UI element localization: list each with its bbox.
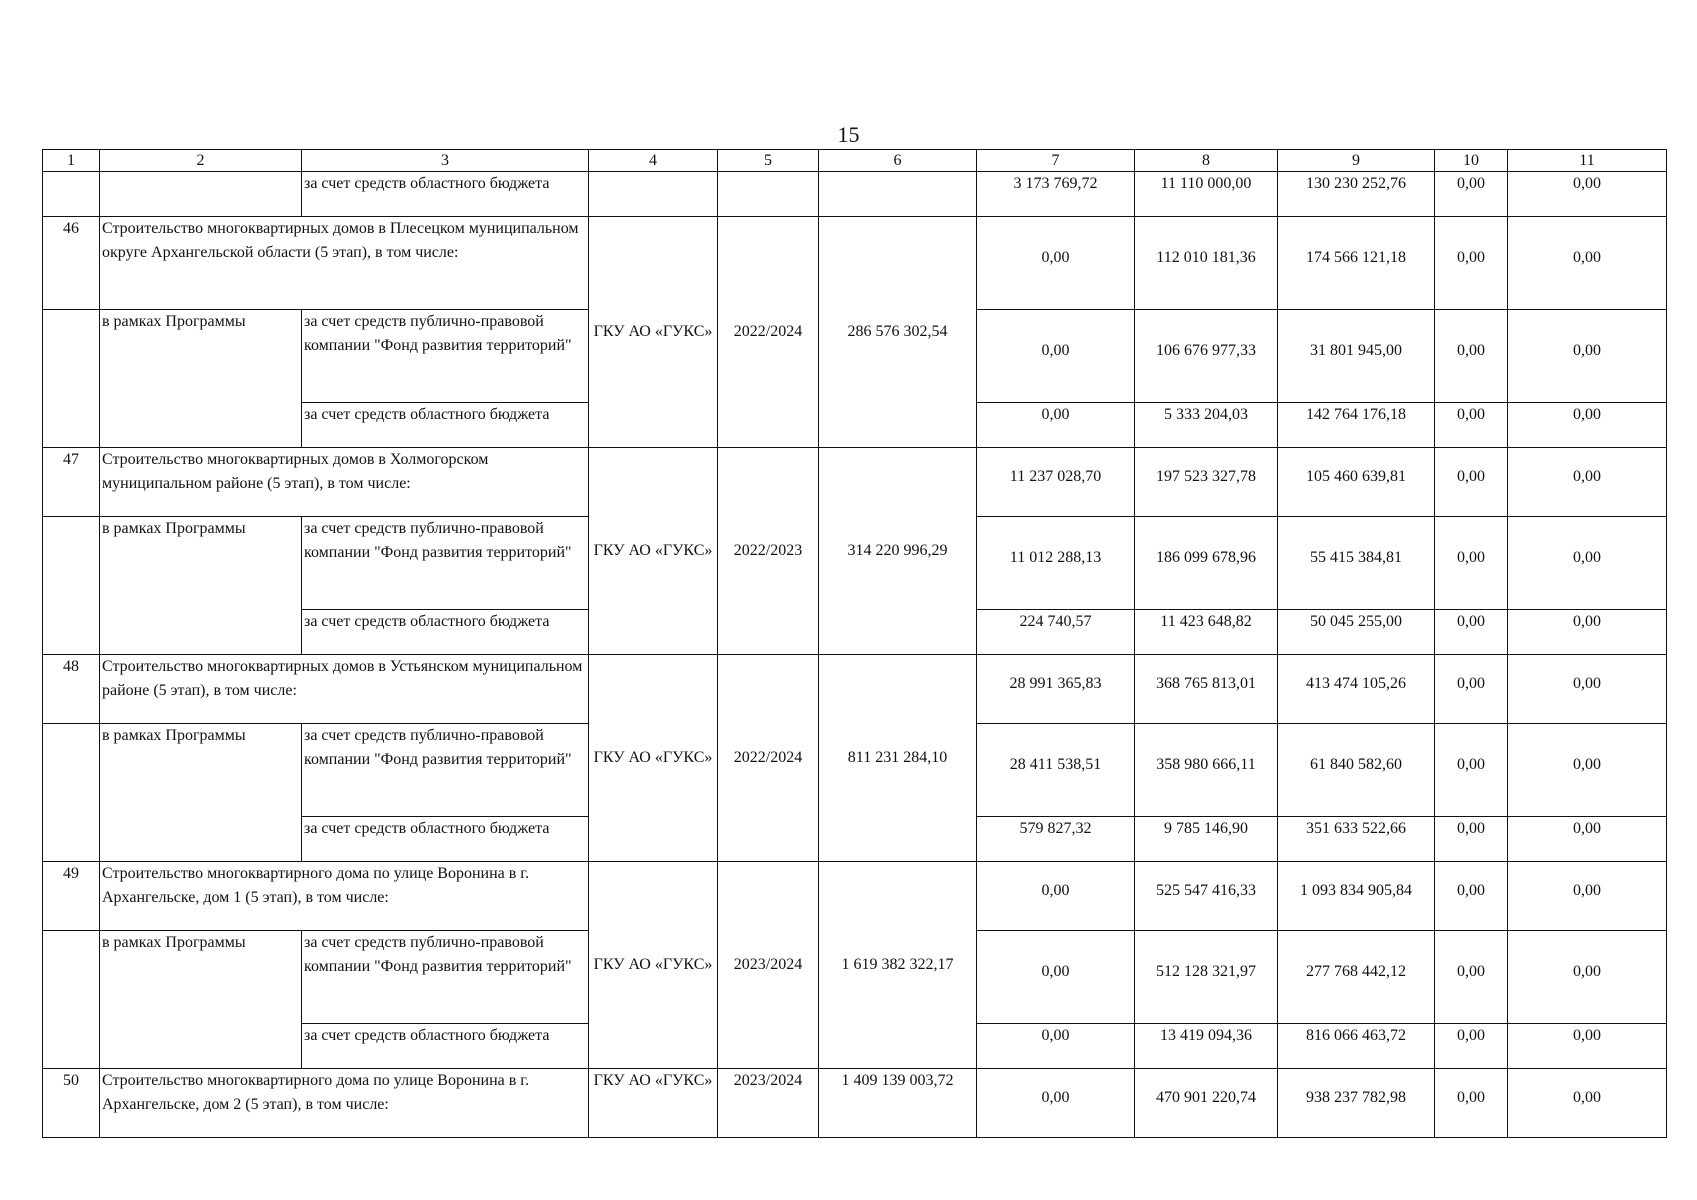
- program-label: в рамках Программы: [100, 931, 302, 1069]
- customer-cell: ГКУ АО «ГУКС»: [589, 655, 718, 862]
- fund-value: 0,00: [977, 931, 1135, 1024]
- regional-value: 142 764 176,18: [1278, 403, 1435, 448]
- row-number: 47: [43, 448, 100, 517]
- regional-value: 0,00: [1508, 1024, 1667, 1069]
- value-cell: 0,00: [1435, 172, 1508, 217]
- fund-value: 0,00: [1508, 724, 1667, 817]
- total-value: 0,00: [1435, 655, 1508, 724]
- program-label: в рамках Программы: [100, 724, 302, 862]
- total-value: 0,00: [1435, 1069, 1508, 1138]
- fund-value: 0,00: [1508, 517, 1667, 610]
- col-header: 11: [1508, 150, 1667, 172]
- row-number: [43, 724, 100, 862]
- col-header: 5: [718, 150, 819, 172]
- value-cell: 11 110 000,00: [1135, 172, 1278, 217]
- col-header: 3: [302, 150, 589, 172]
- total-value: 174 566 121,18: [1278, 217, 1435, 310]
- object-row: [43, 448, 1667, 517]
- source-label: за счет средств публично-правовой компании "Фонд развития территорий": [302, 310, 589, 403]
- fund-value: 0,00: [1508, 310, 1667, 403]
- total-value: 938 237 782,98: [1278, 1069, 1435, 1138]
- source-label: за счет средств публично-правовой компании "Фонд развития территорий": [302, 724, 589, 817]
- fund-value: 0,00: [1435, 724, 1508, 817]
- source-label: за счет средств областного бюджета: [302, 817, 589, 862]
- regional-value: 9 785 146,90: [1135, 817, 1278, 862]
- fund-value: 0,00: [1508, 931, 1667, 1024]
- period-cell: 2022/2024: [718, 217, 819, 448]
- object-name: Строительство многоквартирного дома по улице Воронина в г. Архангельске, дом 1 (5 этап), в том числе:: [100, 862, 589, 931]
- regional-value: 816 066 463,72: [1278, 1024, 1435, 1069]
- period-cell: 2023/2024: [718, 1069, 819, 1138]
- total-value: 11 237 028,70: [977, 448, 1135, 517]
- total-value: 0,00: [1508, 655, 1667, 724]
- fund-value: 28 411 538,51: [977, 724, 1135, 817]
- source-label: за счет средств областного бюджета: [302, 610, 589, 655]
- total-value: 0,00: [1508, 862, 1667, 931]
- fund-value: 31 801 945,00: [1278, 310, 1435, 403]
- regional-value: 0,00: [1435, 610, 1508, 655]
- total-value: 105 460 639,81: [1278, 448, 1435, 517]
- continued-row: [43, 172, 1667, 217]
- regional-value: 0,00: [1435, 817, 1508, 862]
- customer-cell: [589, 172, 718, 217]
- regional-value: 0,00: [977, 1024, 1135, 1069]
- period-cell: 2023/2024: [718, 862, 819, 1069]
- object-row: [43, 217, 1667, 310]
- fund-value: 0,00: [977, 310, 1135, 403]
- regional-value: 0,00: [1435, 1024, 1508, 1069]
- col-header: 1: [43, 150, 100, 172]
- value-cell: 0,00: [1508, 172, 1667, 217]
- fund-value: 106 676 977,33: [1135, 310, 1278, 403]
- regional-value: 11 423 648,82: [1135, 610, 1278, 655]
- total-value: 0,00: [1508, 1069, 1667, 1138]
- total-value: 0,00: [977, 217, 1135, 310]
- cost-cell: 1 619 382 322,17: [819, 862, 977, 1069]
- regional-value: 0,00: [1435, 403, 1508, 448]
- regional-value: 224 740,57: [977, 610, 1135, 655]
- object-row: [43, 862, 1667, 931]
- regional-value: 579 827,32: [977, 817, 1135, 862]
- source-label: за счет средств публично-правовой компании "Фонд развития территорий": [302, 931, 589, 1024]
- object-name: Строительство многоквартирных домов в Устьянском муниципальном районе (5 этап), в том числе:: [100, 655, 589, 724]
- column-number-row: [43, 150, 1667, 172]
- fund-value: 186 099 678,96: [1135, 517, 1278, 610]
- col-header: 9: [1278, 150, 1435, 172]
- source-label: за счет средств областного бюджета: [302, 403, 589, 448]
- regional-value: 5 333 204,03: [1135, 403, 1278, 448]
- object-name: Строительство многоквартирных домов в Холмогорском муниципальном районе (5 этап), в том числе:: [100, 448, 589, 517]
- customer-cell: ГКУ АО «ГУКС»: [589, 1069, 718, 1138]
- cost-cell: 811 231 284,10: [819, 655, 977, 862]
- col-header: 8: [1135, 150, 1278, 172]
- total-value: 112 010 181,36: [1135, 217, 1278, 310]
- program-label: в рамках Программы: [100, 310, 302, 448]
- value-cell: 130 230 252,76: [1278, 172, 1435, 217]
- total-value: 28 991 365,83: [977, 655, 1135, 724]
- total-value: 0,00: [977, 862, 1135, 931]
- regional-value: 50 045 255,00: [1278, 610, 1435, 655]
- row-number: [43, 931, 100, 1069]
- regional-value: 0,00: [977, 403, 1135, 448]
- period-cell: 2022/2024: [718, 655, 819, 862]
- fund-value: 0,00: [1435, 517, 1508, 610]
- total-value: 197 523 327,78: [1135, 448, 1278, 517]
- col-header: 4: [589, 150, 718, 172]
- regional-value: 0,00: [1508, 817, 1667, 862]
- customer-cell: ГКУ АО «ГУКС»: [589, 448, 718, 655]
- total-value: 470 901 220,74: [1135, 1069, 1278, 1138]
- total-value: 0,00: [1435, 217, 1508, 310]
- col-header: 7: [977, 150, 1135, 172]
- customer-cell: ГКУ АО «ГУКС»: [589, 217, 718, 448]
- row-number: 50: [43, 1069, 100, 1138]
- regional-value: 351 633 522,66: [1278, 817, 1435, 862]
- object-row: [43, 655, 1667, 724]
- cost-cell: [819, 172, 977, 217]
- regional-value: 13 419 094,36: [1135, 1024, 1278, 1069]
- col-header: 6: [819, 150, 977, 172]
- total-value: 0,00: [977, 1069, 1135, 1138]
- source-label: за счет средств областного бюджета: [302, 1024, 589, 1069]
- period-cell: [718, 172, 819, 217]
- row-number: 46: [43, 217, 100, 310]
- total-value: 413 474 105,26: [1278, 655, 1435, 724]
- row-number: 49: [43, 862, 100, 931]
- row-number: [43, 517, 100, 655]
- total-value: 0,00: [1435, 448, 1508, 517]
- page-number: 15: [837, 122, 860, 147]
- row-number: 48: [43, 655, 100, 724]
- fund-value: 277 768 442,12: [1278, 931, 1435, 1024]
- program-objects-table: [42, 149, 1667, 1138]
- fund-value: 0,00: [1435, 931, 1508, 1024]
- object-name: Строительство многоквартирного дома по улице Воронина в г. Архангельске, дом 2 (5 этап), в том числе:: [100, 1069, 589, 1138]
- period-cell: 2022/2023: [718, 448, 819, 655]
- total-value: 0,00: [1508, 217, 1667, 310]
- fund-value: 55 415 384,81: [1278, 517, 1435, 610]
- col-header: 10: [1435, 150, 1508, 172]
- cost-cell: 1 409 139 003,72: [819, 1069, 977, 1138]
- regional-value: 0,00: [1508, 403, 1667, 448]
- fund-value: 512 128 321,97: [1135, 931, 1278, 1024]
- fund-value: 61 840 582,60: [1278, 724, 1435, 817]
- object-name-cell: [100, 172, 302, 217]
- total-value: 525 547 416,33: [1135, 862, 1278, 931]
- row-number: [43, 310, 100, 448]
- cost-cell: 286 576 302,54: [819, 217, 977, 448]
- total-value: 0,00: [1508, 448, 1667, 517]
- value-cell: 3 173 769,72: [977, 172, 1135, 217]
- fund-value: 0,00: [1435, 310, 1508, 403]
- source-label: за счет средств публично-правовой компании "Фонд развития территорий": [302, 517, 589, 610]
- object-row: [43, 1069, 1667, 1138]
- total-value: 1 093 834 905,84: [1278, 862, 1435, 931]
- total-value: 368 765 813,01: [1135, 655, 1278, 724]
- cost-cell: 314 220 996,29: [819, 448, 977, 655]
- source-label: за счет средств областного бюджета: [302, 172, 589, 217]
- object-name: Строительство многоквартирных домов в Плесецком муниципальном округе Архангельской области (5 этап), в том числе:: [100, 217, 589, 310]
- col-header: 2: [100, 150, 302, 172]
- row-number-cell: [43, 172, 100, 217]
- total-value: 0,00: [1435, 862, 1508, 931]
- program-label: в рамках Программы: [100, 517, 302, 655]
- regional-value: 0,00: [1508, 610, 1667, 655]
- fund-value: 11 012 288,13: [977, 517, 1135, 610]
- customer-cell: ГКУ АО «ГУКС»: [589, 862, 718, 1069]
- fund-value: 358 980 666,11: [1135, 724, 1278, 817]
